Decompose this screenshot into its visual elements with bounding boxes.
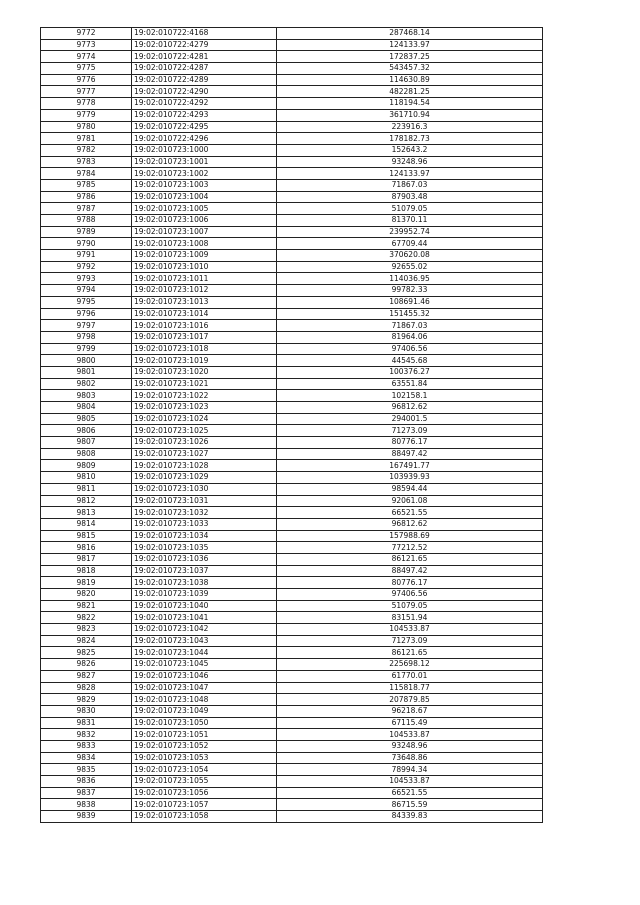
cadastral-number-cell: 19:02:010722:4279: [132, 39, 277, 51]
value-cell: 96218.67: [277, 705, 543, 717]
cadastral-number-cell: 19:02:010723:1027: [132, 448, 277, 460]
cadastral-number-cell: 19:02:010723:1050: [132, 717, 277, 729]
value-cell: 83151.94: [277, 612, 543, 624]
row-number-cell: 9834: [41, 752, 132, 764]
cadastral-number-cell: 19:02:010723:1037: [132, 565, 277, 577]
row-number-cell: 9807: [41, 437, 132, 449]
row-number-cell: 9835: [41, 764, 132, 776]
row-number-cell: 9821: [41, 600, 132, 612]
value-cell: 178182.73: [277, 133, 543, 145]
row-number-cell: 9812: [41, 495, 132, 507]
value-cell: 77212.52: [277, 542, 543, 554]
cadastral-number-cell: 19:02:010723:1003: [132, 179, 277, 191]
row-number-cell: 9790: [41, 238, 132, 250]
row-number-cell: 9785: [41, 179, 132, 191]
row-number-cell: 9786: [41, 191, 132, 203]
row-number-cell: 9783: [41, 156, 132, 168]
value-cell: 71867.03: [277, 320, 543, 332]
cadastral-number-cell: 19:02:010723:1043: [132, 635, 277, 647]
value-cell: 114036.95: [277, 273, 543, 285]
value-cell: 51079.05: [277, 203, 543, 215]
cadastral-number-cell: 19:02:010723:1000: [132, 144, 277, 156]
row-number-cell: 9804: [41, 402, 132, 414]
cadastral-number-cell: 19:02:010723:1057: [132, 799, 277, 811]
table-row: [41, 729, 543, 741]
table-row: [41, 331, 543, 343]
row-number-cell: 9824: [41, 635, 132, 647]
value-cell: 115818.77: [277, 682, 543, 694]
row-number-cell: 9792: [41, 261, 132, 273]
row-number-cell: 9781: [41, 133, 132, 145]
cadastral-number-cell: 19:02:010723:1011: [132, 273, 277, 285]
cadastral-number-cell: 19:02:010723:1024: [132, 413, 277, 425]
cadastral-number-cell: 19:02:010722:4287: [132, 63, 277, 75]
row-number-cell: 9797: [41, 320, 132, 332]
row-number-cell: 9780: [41, 121, 132, 133]
table-row: [41, 647, 543, 659]
value-cell: 44545.68: [277, 355, 543, 367]
row-number-cell: 9772: [41, 28, 132, 40]
row-number-cell: 9784: [41, 168, 132, 180]
table-row: [41, 86, 543, 98]
row-number-cell: 9839: [41, 811, 132, 823]
row-number-cell: 9816: [41, 542, 132, 554]
table-row: [41, 624, 543, 636]
cadastral-number-cell: 19:02:010723:1004: [132, 191, 277, 203]
cadastral-number-cell: 19:02:010723:1025: [132, 425, 277, 437]
table-row: [41, 612, 543, 624]
table-row: [41, 764, 543, 776]
row-number-cell: 9803: [41, 390, 132, 402]
cadastral-number-cell: 19:02:010723:1046: [132, 670, 277, 682]
cadastral-number-cell: 19:02:010722:4293: [132, 109, 277, 121]
cadastral-number-cell: 19:02:010723:1022: [132, 390, 277, 402]
value-cell: 543457.32: [277, 63, 543, 75]
row-number-cell: 9836: [41, 776, 132, 788]
cadastral-number-cell: 19:02:010723:1016: [132, 320, 277, 332]
row-number-cell: 9820: [41, 589, 132, 601]
value-cell: 172837.25: [277, 51, 543, 63]
value-cell: 103939.93: [277, 472, 543, 484]
cadastral-number-cell: 19:02:010723:1007: [132, 226, 277, 238]
row-number-cell: 9776: [41, 74, 132, 86]
value-cell: 157988.69: [277, 530, 543, 542]
row-number-cell: 9813: [41, 507, 132, 519]
value-cell: 66521.55: [277, 787, 543, 799]
value-cell: 108691.46: [277, 296, 543, 308]
value-cell: 86715.59: [277, 799, 543, 811]
value-cell: 66521.55: [277, 507, 543, 519]
table-row: [41, 530, 543, 542]
row-number-cell: 9815: [41, 530, 132, 542]
table-row: [41, 682, 543, 694]
value-cell: 294001.5: [277, 413, 543, 425]
cadastral-number-cell: 19:02:010723:1038: [132, 577, 277, 589]
cadastral-number-cell: 19:02:010723:1019: [132, 355, 277, 367]
row-number-cell: 9777: [41, 86, 132, 98]
table-row: [41, 215, 543, 227]
table-row: [41, 51, 543, 63]
table-row: [41, 752, 543, 764]
row-number-cell: 9798: [41, 331, 132, 343]
value-cell: 96812.62: [277, 402, 543, 414]
table-row: [41, 402, 543, 414]
cadastral-number-cell: 19:02:010723:1002: [132, 168, 277, 180]
table-row: [41, 63, 543, 75]
row-number-cell: 9778: [41, 98, 132, 110]
row-number-cell: 9825: [41, 647, 132, 659]
value-cell: 78994.34: [277, 764, 543, 776]
table-row: [41, 425, 543, 437]
table-row: [41, 203, 543, 215]
value-cell: 114630.89: [277, 74, 543, 86]
cadastral-number-cell: 19:02:010723:1053: [132, 752, 277, 764]
table-row: [41, 390, 543, 402]
row-number-cell: 9773: [41, 39, 132, 51]
cadastral-number-cell: 19:02:010723:1039: [132, 589, 277, 601]
row-number-cell: 9827: [41, 670, 132, 682]
value-cell: 51079.05: [277, 600, 543, 612]
row-number-cell: 9822: [41, 612, 132, 624]
cadastral-number-cell: 19:02:010723:1041: [132, 612, 277, 624]
row-number-cell: 9810: [41, 472, 132, 484]
cadastral-number-cell: 19:02:010723:1042: [132, 624, 277, 636]
table-row: [41, 238, 543, 250]
value-cell: 239952.74: [277, 226, 543, 238]
cadastral-number-cell: 19:02:010723:1014: [132, 308, 277, 320]
value-cell: 124133.97: [277, 168, 543, 180]
table-row: [41, 355, 543, 367]
row-number-cell: 9795: [41, 296, 132, 308]
cadastral-number-cell: 19:02:010722:4168: [132, 28, 277, 40]
value-cell: 361710.94: [277, 109, 543, 121]
table-row: [41, 694, 543, 706]
cadastral-number-cell: 19:02:010723:1021: [132, 378, 277, 390]
table-row: [41, 483, 543, 495]
value-cell: 124133.97: [277, 39, 543, 51]
cadastral-number-cell: 19:02:010723:1006: [132, 215, 277, 227]
table-row: [41, 28, 543, 40]
row-number-cell: 9787: [41, 203, 132, 215]
table-row: [41, 168, 543, 180]
table-row: [41, 285, 543, 297]
cadastral-number-cell: 19:02:010723:1026: [132, 437, 277, 449]
value-cell: 370620.08: [277, 250, 543, 262]
table-row: [41, 296, 543, 308]
row-number-cell: 9838: [41, 799, 132, 811]
table-row: [41, 740, 543, 752]
cadastral-number-cell: 19:02:010722:4289: [132, 74, 277, 86]
table-row: [41, 343, 543, 355]
table-row: [41, 144, 543, 156]
value-cell: 99782.33: [277, 285, 543, 297]
value-cell: 207879.85: [277, 694, 543, 706]
table-row: [41, 565, 543, 577]
row-number-cell: 9802: [41, 378, 132, 390]
value-cell: 97406.56: [277, 343, 543, 355]
row-number-cell: 9833: [41, 740, 132, 752]
value-cell: 151455.32: [277, 308, 543, 320]
cadastral-number-cell: 19:02:010723:1009: [132, 250, 277, 262]
table-row: [41, 787, 543, 799]
row-number-cell: 9831: [41, 717, 132, 729]
value-cell: 71867.03: [277, 179, 543, 191]
cadastral-number-cell: 19:02:010723:1034: [132, 530, 277, 542]
table-row: [41, 273, 543, 285]
row-number-cell: 9794: [41, 285, 132, 297]
table-row: [41, 659, 543, 671]
row-number-cell: 9799: [41, 343, 132, 355]
value-cell: 61770.01: [277, 670, 543, 682]
table-row: [41, 811, 543, 823]
row-number-cell: 9837: [41, 787, 132, 799]
table-row: [41, 109, 543, 121]
data-table: [40, 27, 543, 823]
value-cell: 81370.11: [277, 215, 543, 227]
value-cell: 73648.86: [277, 752, 543, 764]
row-number-cell: 9830: [41, 705, 132, 717]
value-cell: 93248.96: [277, 156, 543, 168]
table-row: [41, 705, 543, 717]
table-row: [41, 437, 543, 449]
value-cell: 482281.25: [277, 86, 543, 98]
table-row: [41, 577, 543, 589]
row-number-cell: 9817: [41, 553, 132, 565]
value-cell: 92655.02: [277, 261, 543, 273]
row-number-cell: 9819: [41, 577, 132, 589]
row-number-cell: 9793: [41, 273, 132, 285]
table-row: [41, 261, 543, 273]
value-cell: 225698.12: [277, 659, 543, 671]
value-cell: 167491.77: [277, 460, 543, 472]
value-cell: 63551.84: [277, 378, 543, 390]
cadastral-number-cell: 19:02:010723:1048: [132, 694, 277, 706]
cadastral-number-cell: 19:02:010723:1028: [132, 460, 277, 472]
row-number-cell: 9779: [41, 109, 132, 121]
value-cell: 98594.44: [277, 483, 543, 495]
table-row: [41, 179, 543, 191]
cadastral-number-cell: 19:02:010723:1049: [132, 705, 277, 717]
value-cell: 71273.09: [277, 635, 543, 647]
row-number-cell: 9775: [41, 63, 132, 75]
table-row: [41, 98, 543, 110]
table-row: [41, 717, 543, 729]
cadastral-number-cell: 19:02:010723:1047: [132, 682, 277, 694]
row-number-cell: 9805: [41, 413, 132, 425]
cadastral-number-cell: 19:02:010723:1033: [132, 518, 277, 530]
table-row: [41, 308, 543, 320]
cadastral-number-cell: 19:02:010723:1001: [132, 156, 277, 168]
table-row: [41, 495, 543, 507]
row-number-cell: 9823: [41, 624, 132, 636]
value-cell: 96812.62: [277, 518, 543, 530]
cadastral-number-cell: 19:02:010723:1055: [132, 776, 277, 788]
value-cell: 93248.96: [277, 740, 543, 752]
cadastral-number-cell: 19:02:010723:1052: [132, 740, 277, 752]
row-number-cell: 9789: [41, 226, 132, 238]
cadastral-number-cell: 19:02:010723:1020: [132, 366, 277, 378]
value-cell: 97406.56: [277, 589, 543, 601]
value-cell: 81964.06: [277, 331, 543, 343]
row-number-cell: 9782: [41, 144, 132, 156]
cadastral-number-cell: 19:02:010723:1040: [132, 600, 277, 612]
cadastral-number-cell: 19:02:010723:1023: [132, 402, 277, 414]
row-number-cell: 9832: [41, 729, 132, 741]
cadastral-number-cell: 19:02:010723:1058: [132, 811, 277, 823]
cadastral-number-cell: 19:02:010723:1030: [132, 483, 277, 495]
table-row: [41, 553, 543, 565]
row-number-cell: 9801: [41, 366, 132, 378]
cadastral-number-cell: 19:02:010723:1054: [132, 764, 277, 776]
cadastral-number-cell: 19:02:010723:1044: [132, 647, 277, 659]
row-number-cell: 9791: [41, 250, 132, 262]
value-cell: 80776.17: [277, 437, 543, 449]
value-cell: 104533.87: [277, 776, 543, 788]
cadastral-number-cell: 19:02:010723:1035: [132, 542, 277, 554]
row-number-cell: 9828: [41, 682, 132, 694]
value-cell: 104533.87: [277, 729, 543, 741]
value-cell: 104533.87: [277, 624, 543, 636]
table-row: [41, 670, 543, 682]
cadastral-number-cell: 19:02:010722:4292: [132, 98, 277, 110]
cadastral-number-cell: 19:02:010722:4281: [132, 51, 277, 63]
value-cell: 71273.09: [277, 425, 543, 437]
row-number-cell: 9826: [41, 659, 132, 671]
table-row: [41, 250, 543, 262]
table-row: [41, 226, 543, 238]
value-cell: 67709.44: [277, 238, 543, 250]
table-row: [41, 191, 543, 203]
value-cell: 287468.14: [277, 28, 543, 40]
row-number-cell: 9808: [41, 448, 132, 460]
cadastral-number-cell: 19:02:010723:1017: [132, 331, 277, 343]
table-row: [41, 507, 543, 519]
cadastral-number-cell: 19:02:010722:4296: [132, 133, 277, 145]
table-row: [41, 378, 543, 390]
cadastral-number-cell: 19:02:010723:1012: [132, 285, 277, 297]
cadastral-number-cell: 19:02:010723:1051: [132, 729, 277, 741]
table-row: [41, 635, 543, 647]
cadastral-number-cell: 19:02:010723:1029: [132, 472, 277, 484]
value-cell: 86121.65: [277, 647, 543, 659]
value-cell: 100376.27: [277, 366, 543, 378]
table-row: [41, 460, 543, 472]
table-row: [41, 413, 543, 425]
table-row: [41, 320, 543, 332]
row-number-cell: 9811: [41, 483, 132, 495]
table-row: [41, 518, 543, 530]
cadastral-number-cell: 19:02:010723:1056: [132, 787, 277, 799]
table-row: [41, 600, 543, 612]
value-cell: 223916.3: [277, 121, 543, 133]
row-number-cell: 9788: [41, 215, 132, 227]
value-cell: 118194.54: [277, 98, 543, 110]
value-cell: 67115.49: [277, 717, 543, 729]
value-cell: 87903.48: [277, 191, 543, 203]
table-row: [41, 366, 543, 378]
table-body: [41, 28, 543, 823]
row-number-cell: 9829: [41, 694, 132, 706]
cadastral-number-cell: 19:02:010722:4290: [132, 86, 277, 98]
value-cell: 88497.42: [277, 448, 543, 460]
table-row: [41, 133, 543, 145]
value-cell: 84339.83: [277, 811, 543, 823]
row-number-cell: 9809: [41, 460, 132, 472]
table-row: [41, 776, 543, 788]
value-cell: 88497.42: [277, 565, 543, 577]
row-number-cell: 9796: [41, 308, 132, 320]
row-number-cell: 9806: [41, 425, 132, 437]
table-row: [41, 589, 543, 601]
table-row: [41, 39, 543, 51]
row-number-cell: 9774: [41, 51, 132, 63]
cadastral-number-cell: 19:02:010723:1031: [132, 495, 277, 507]
value-cell: 80776.17: [277, 577, 543, 589]
table-row: [41, 156, 543, 168]
value-cell: 86121.65: [277, 553, 543, 565]
table-row: [41, 472, 543, 484]
value-cell: 92061.08: [277, 495, 543, 507]
table-row: [41, 448, 543, 460]
table-row: [41, 542, 543, 554]
cadastral-number-cell: 19:02:010722:4295: [132, 121, 277, 133]
table-row: [41, 74, 543, 86]
value-cell: 152643.2: [277, 144, 543, 156]
cadastral-number-cell: 19:02:010723:1005: [132, 203, 277, 215]
table-row: [41, 799, 543, 811]
cadastral-number-cell: 19:02:010723:1008: [132, 238, 277, 250]
row-number-cell: 9818: [41, 565, 132, 577]
cadastral-number-cell: 19:02:010723:1010: [132, 261, 277, 273]
cadastral-number-cell: 19:02:010723:1013: [132, 296, 277, 308]
row-number-cell: 9814: [41, 518, 132, 530]
cadastral-number-cell: 19:02:010723:1045: [132, 659, 277, 671]
row-number-cell: 9800: [41, 355, 132, 367]
cadastral-number-cell: 19:02:010723:1018: [132, 343, 277, 355]
cadastral-number-cell: 19:02:010723:1036: [132, 553, 277, 565]
value-cell: 102158.1: [277, 390, 543, 402]
cadastral-number-cell: 19:02:010723:1032: [132, 507, 277, 519]
table-row: [41, 121, 543, 133]
